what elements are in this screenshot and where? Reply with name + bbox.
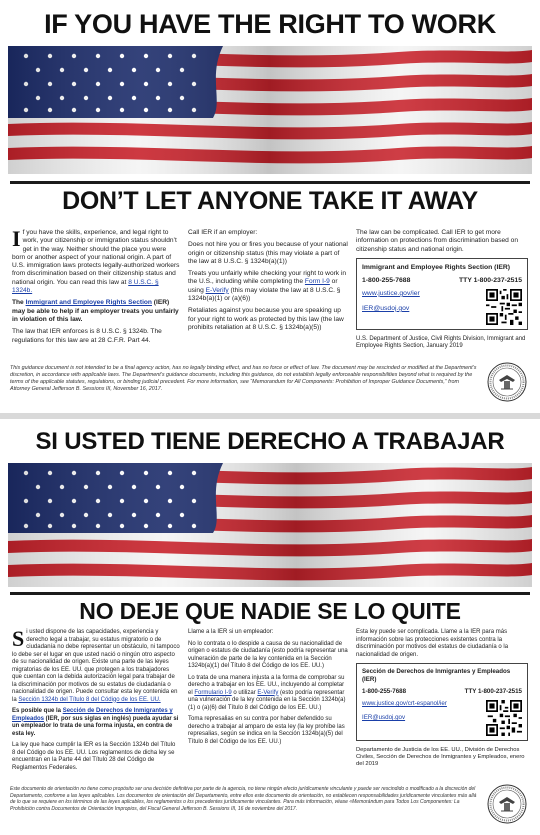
us-flag-image: [8, 463, 532, 587]
ier-text-pre: The: [12, 299, 26, 307]
law-link[interactable]: Sección 1324b del Título 8 del Código de los EE. UU.: [18, 696, 161, 703]
phone-number[interactable]: 1-800-255-7688: [362, 688, 407, 695]
column-intro: [12, 226, 180, 349]
form-i9-link[interactable]: Formulario I-9: [194, 689, 232, 696]
item-verification: [188, 675, 350, 713]
email-link[interactable]: IER@usdoj.gov: [362, 304, 410, 312]
call-ier-heading: Call IER if an employer:: [188, 229, 258, 236]
doj-seal-icon: [487, 362, 527, 402]
contact-intro: Esta ley puede ser complicada. Llame a la IER para más información sobre las protecciones existentes contra la discriminación por motivos del estatus de ciudadanía o la nacionalidad de origen.: [356, 629, 509, 658]
dropcap: I: [12, 226, 21, 251]
everify-link[interactable]: E-Verify: [205, 286, 229, 294]
verification-text-end: (esto podría representar una vulneración de la ley contenida en la Sección 1324b(a)(1) o (a)(6) del Título 8 del Código de los EE. UU.): [188, 689, 346, 711]
verification-text-mid: o utilizar: [231, 689, 258, 696]
divider-rule: [10, 592, 530, 595]
contact-box: [356, 663, 528, 741]
verification-text-mid: or using: [188, 278, 338, 294]
contact-box-title: Sección de Derechos de Inmigrantes y Empleados (IER): [362, 668, 511, 683]
contact-footer: U.S. Department of Justice, Civil Rights Division, Immigrant and Employee Rights Section, January 2019: [356, 335, 526, 350]
contact-intro: The law can be complicated. Call IER to get more information on protections from discrimination based on citizenship status and national origin.: [356, 229, 518, 253]
ier-link[interactable]: Sección de Derechos de Inmigrantes y Empleados: [12, 708, 173, 722]
qr-code-icon[interactable]: [486, 289, 522, 325]
ier-text-post: (IER, por sus siglas en inglés) pueda ayudar si un empleador lo trata de una forma injusta, en contra de esta ley.: [12, 715, 179, 737]
intro-paragraph: [12, 626, 180, 704]
column-intro: [12, 626, 180, 776]
contact-box-title: Immigrant and Employee Rights Section (IER): [362, 263, 511, 271]
headline-bottom: DON’T LET ANYONE TAKE IT AWAY: [62, 187, 478, 215]
headline-top: SI USTED TIENE DERECHO A TRABAJAR: [35, 428, 505, 455]
poster-english: [0, 0, 540, 413]
phone-number[interactable]: 1-800-255-7688: [362, 276, 411, 284]
item-retaliation: Retaliates against you because you are speaking up for your right to work as protected by this law (the law prohibits retaliation at 8 U.S.C. § 1324b(a)(5)): [188, 307, 344, 331]
column-contact: [356, 229, 528, 355]
verification-text: Treats you unfairly while checking your right to work in the U.S., including while completing the: [188, 270, 347, 286]
dropcap: S: [12, 626, 25, 651]
headline-top: IF YOU HAVE THE RIGHT TO WORK: [44, 9, 496, 39]
website-link[interactable]: www.justice.gov/ier: [362, 289, 420, 297]
form-i9-link[interactable]: Form I-9: [304, 278, 330, 286]
verification-text: Lo trata de una manera injusta a la forma de comprobar su derecho a trabajar en los EE. UU., incluyendo al completar el: [188, 674, 345, 696]
ier-paragraph: [12, 708, 180, 738]
contact-footer: Departamento de Justicia de los EE. UU., División de Derechos Civiles, Sección de Derechos de Inmigrantes y Empleados, enero del 2019: [356, 747, 525, 768]
intro-paragraph: [12, 226, 180, 295]
intro-text: f you have the skills, experience, and legal right to work, your citizenship or immigration status shouldn’t get in the way. Neither should the place you were born or another aspect of your national origin. A part of U.S. immigration laws protects legally-authorized workers from discrimination based on their citizenship status and national origin. You can read this law at: [12, 229, 180, 286]
item-retaliation: Toma represalias en su contra por haber defendido su derecho a trabajar al amparo de esta ley (la ley prohíbe las represalias, según se indica en la Sección 1324b(a)(5) del Título 8 del Código de los EE. UU.): [188, 716, 345, 745]
qr-code-icon[interactable]: [486, 700, 522, 736]
regulation-paragraph: The law that IER enforces is 8 U.S.C. § 1324b. The regulations for this law are at 28 C.F.R. Part 44.: [12, 328, 162, 344]
law-link[interactable]: 8 U.S.C. § 1324b.: [12, 278, 159, 295]
tty-number[interactable]: TTY 1-800-237-2515: [459, 276, 522, 284]
item-verification: [188, 270, 350, 303]
disclaimer: Este documento de orientación no tiene como propósito ser una decisión definitiva por parte de la agencia, no tiene ningún efecto jurídicamente vinculante y puede ser rescindido o modificado a la discreción del Departamento, conforme a las leyes aplicables. Los documentos de orientación del Departamento, entre ellos este documento de orientación, no establecen responsabilidades jurídicamente vinculantes más allá de lo que se requiere en los términos de las leyes aplicables, los reglamentos o los precedentes jurídicamente vinculantes. Para más información, véase «Memorándum para Todos Los Componentes: La Prohibición contra Documentos de Orientación Impropios, del Fiscal General Jefferson B. Sessions III, 16 de noviembre del 2017.: [10, 786, 477, 812]
ier-text-post: (IER) may be able to help if an employer treats you unfairly in violation of this law.: [12, 299, 179, 323]
us-flag-image: [8, 46, 532, 174]
divider-rule: [10, 181, 530, 184]
everify-link[interactable]: E-Verify: [257, 689, 279, 696]
ier-paragraph: [12, 299, 180, 324]
ier-link[interactable]: Immigrant and Employee Rights Section: [25, 299, 152, 307]
call-ier-heading: Llame a la IER si un empleador:: [188, 629, 274, 635]
email-link[interactable]: IER@usdoj.gov: [362, 714, 406, 721]
website-link[interactable]: www.justice.gov/crt-espanol/ier: [362, 700, 447, 707]
contact-box: [356, 258, 528, 330]
column-contact: [356, 629, 528, 773]
column-call-ier: [188, 229, 350, 336]
item-hiring: No lo contrata o lo despide a causa de su nacionalidad de origen o estatus de ciudadanía (esto podría representar una vulneración de parte de la ley contenida en la Sección 1324b(a)(1) del Título 8 del Código de los EE. UU.): [188, 640, 348, 669]
disclaimer: This guidance document is not intended to be a final agency action, has no legally binding effect, and has no force or effect of law. The document may be rescinded or modified at the Department’s discretion, in accordance with applicable laws. The Department’s guidance documents, including this guidance, do not establish legally enforceable responsibilities beyond what is required by the terms of the applicable statutes, regulations, or binding judicial precedent. For more information, see “Memorandum for All Components: Prohibition of Improper Guidance Documents,” from Attorney General Jefferson B. Sessions III, November 16, 2017.: [10, 365, 477, 392]
intro-text: i usted dispone de las capacidades, experiencia y derecho legal a trabajar, su estatus migratorio o de ciudadanía no debe representar un obstáculo, ni tampoco lo debe ser el lugar en que usted nació o ningún otro aspecto de su nacionalidad de origen. Existe una parte de las leyes migratorias de los EE. UU. que protegen a los trabajadores que cuentan con la debida autorización legal para trabajar de la discriminación por motivos de su estatus de ciudadanía o nacionalidad de origen. Puede consultar esta ley contenida en la: [12, 629, 180, 703]
ier-text-pre: Es posible que la: [12, 708, 63, 714]
doj-seal-icon: [487, 784, 527, 824]
tty-number[interactable]: TTY 1-800-237-2515: [464, 688, 522, 695]
regulation-paragraph: La ley que hace cumplir la IER es la Sección 1324b del Título 8 del Código de los EE. UU. Los reglamentos de dicha ley se encuentran en la Parte 44 del Título 28 del Código de Reglamentos Federales.: [12, 742, 176, 771]
item-hiring: Does not hire you or fires you because of your national origin or citizenship status (this may violate a part of the law at 8 U.S.C. § 1324b(a)(1)): [188, 241, 348, 265]
headline-bottom: NO DEJE QUE NADIE SE LO QUITE: [79, 598, 461, 624]
column-call-ier: [188, 629, 350, 750]
verification-text-end: (this may violate the law at 8 U.S.C. § 1324b(a)(1) or (a)(6)): [188, 286, 341, 303]
poster-spanish: [0, 419, 540, 835]
